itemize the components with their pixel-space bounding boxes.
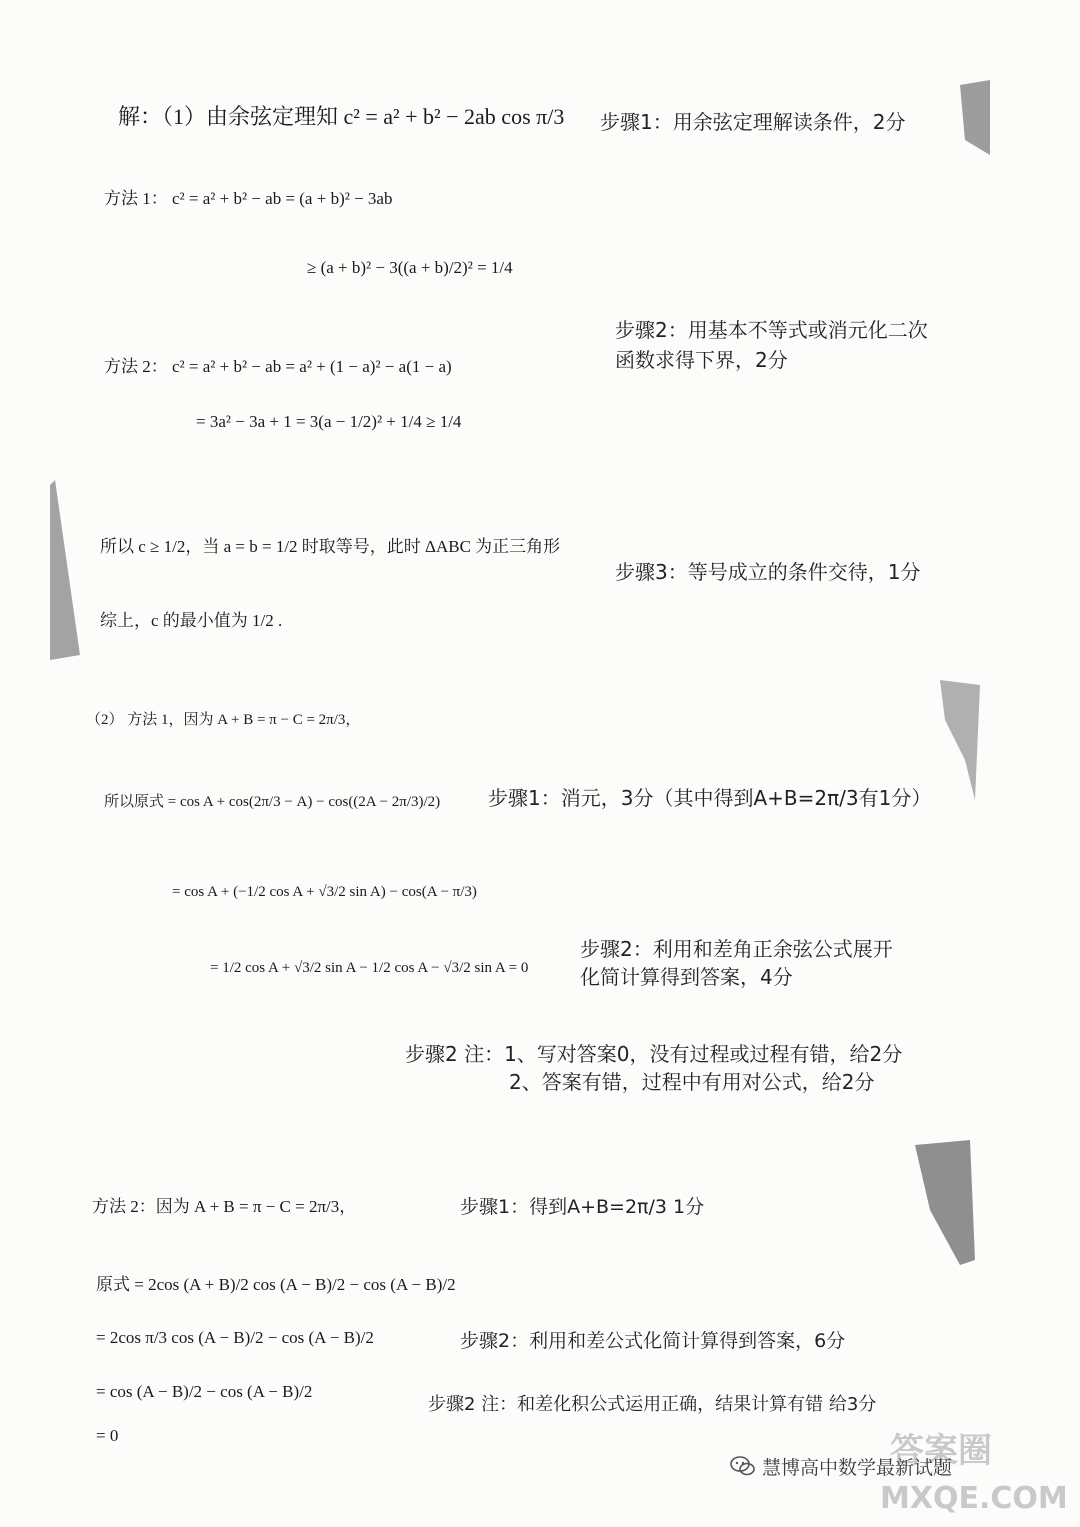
part2-grading-note-line2: 2、答案有错，过程中有用对公式，给2分 [509, 1070, 875, 1094]
part1-method2-line2: = 3a² − 3a + 1 = 3(a − 1/2)² + 1/4 ≥ 1/4 [196, 412, 462, 431]
part2-method1-intro: （2） 方法 1，因为 A + B = π − C = 2π/3， [86, 712, 361, 728]
part2-grading-note [405, 1040, 902, 1096]
part2-method2-step1-note: 步骤1：得到A+B=2π/3 1分 [460, 1196, 705, 1218]
part2-step2-note: 步骤2：利用和差角正余弦公式展开 化简计算得到答案，4分 [580, 937, 893, 989]
part2-method2-line2: = 2cos π/3 cos (A − B)/2 − cos (A − B)/2 [96, 1328, 374, 1347]
part2-expand-line2: = 1/2 cos A + √3/2 sin A − 1/2 cos A − √3/2 sin A = 0 [210, 960, 529, 976]
part2-method2-intro: 方法 2：因为 A + B = π − C = 2π/3， [92, 1197, 357, 1216]
part1-intro: 解：（1）由余弦定理知 c² = a² + b² − 2ab cos π/3 [118, 104, 565, 129]
part1-method2-line1: 方法 2： c² = a² + b² − ab = a² + (1 − a)² − a(1 − a) [104, 357, 452, 376]
part2-grading-note-line1: 步骤2 注：1、写对答案0，没有过程或过程有错，给2分 [405, 1042, 903, 1066]
part2-step1-note: 步骤1：消元，3分（其中得到A+B=2π/3有1分） [488, 786, 932, 810]
watermark [730, 1431, 1068, 1521]
part2-method2-line1: 原式 = 2cos (A + B)/2 cos (A − B)/2 − cos (A − B)/2 [96, 1275, 456, 1294]
scan-shadow-left [45, 480, 85, 665]
wechat-icon [730, 1455, 756, 1477]
part2-method2-grading-note: 步骤2 注：和差化积公式运用正确，结果计算有错 给3分 [428, 1394, 877, 1415]
part2-expand-line1: = cos A + (−1/2 cos A + √3/2 sin A) − cos(A − π/3) [172, 884, 477, 900]
scan-shadow-right-lower [910, 1140, 980, 1270]
part1-method1-line2: ≥ (a + b)² − 3((a + b)/2)² = 1/4 [307, 258, 513, 277]
watermark-account-name: 慧博高中数学最新试题 [762, 1457, 953, 1479]
watermark-site: MXQE.COM [880, 1481, 1068, 1516]
part2-method2-line4: = 0 [96, 1426, 119, 1445]
part1-method1-line1: 方法 1： c² = a² + b² − ab = (a + b)² − 3ab [104, 189, 393, 208]
part1-step2-note: 步骤2：用基本不等式或消元化二次 函数求得下界，2分 [615, 318, 928, 372]
part1-conclusion: 所以 c ≥ 1/2，当 a = b = 1/2 时取等号，此时 ΔABC 为正三角形 [100, 537, 561, 556]
part2-method2-line3: = cos (A − B)/2 − cos (A − B)/2 [96, 1382, 313, 1401]
part2-method2-step2-note: 步骤2：利用和差公式化简计算得到答案，6分 [460, 1330, 846, 1352]
part1-summary: 综上，c 的最小值为 1/2 . [100, 611, 283, 630]
scan-shadow-right-middle [935, 680, 985, 810]
part2-original-expression: 所以原式 = cos A + cos(2π/3 − A) − cos((2A − 2π/3)/2) [104, 794, 441, 810]
scan-shadow-top-right [955, 80, 995, 160]
watermark-logo: 答案圈 [890, 1431, 992, 1471]
part1-step3-note: 步骤3：等号成立的条件交待，1分 [615, 560, 921, 584]
part1-step1-note: 步骤1：用余弦定理解读条件，2分 [600, 110, 906, 134]
